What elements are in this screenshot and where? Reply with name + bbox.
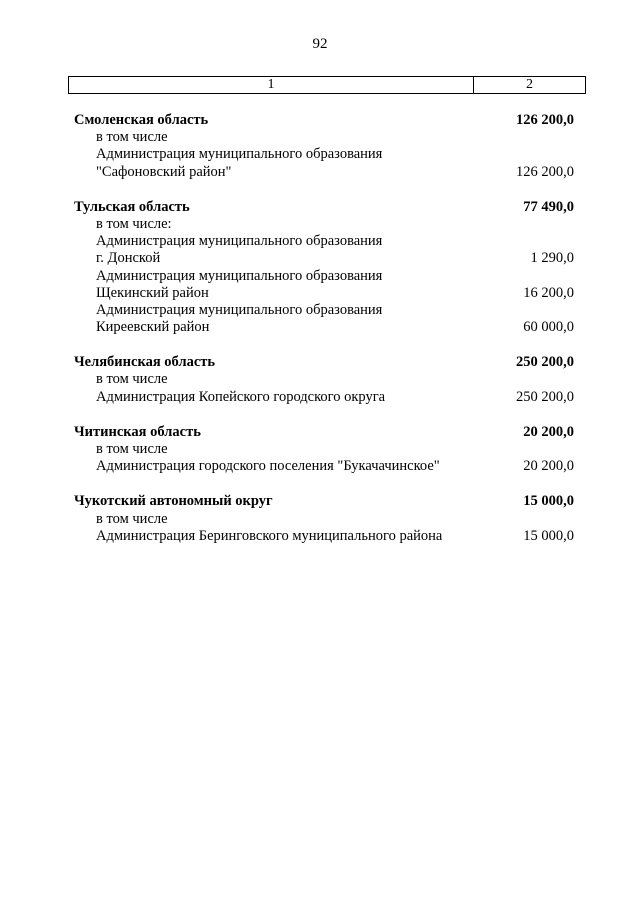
line-text: г. Донской xyxy=(96,250,161,267)
line-row xyxy=(74,233,574,250)
including-label: в том числе xyxy=(96,371,168,388)
including-row xyxy=(74,441,574,458)
line-row xyxy=(74,146,574,163)
line-text: Администрация городского поселения "Букачачинское" xyxy=(96,458,440,475)
region-section xyxy=(74,112,574,181)
region-total: 250 200,0 xyxy=(516,354,574,371)
including-row xyxy=(74,511,574,528)
line-row xyxy=(74,268,574,285)
line-row xyxy=(74,285,574,302)
region-name: Тульская область xyxy=(74,198,190,215)
region-section xyxy=(74,493,574,545)
line-value: 60 000,0 xyxy=(523,319,574,336)
region-section xyxy=(74,354,574,406)
region-row xyxy=(74,112,574,129)
column-header-2: 2 xyxy=(526,77,533,92)
line-row xyxy=(74,528,574,545)
column-header-row xyxy=(68,76,586,94)
line-value: 16 200,0 xyxy=(523,284,574,301)
line-text: Администрация Копейского городского округа xyxy=(96,388,386,405)
page-number: 92 xyxy=(312,36,328,52)
line-text: "Сафоновский район" xyxy=(96,163,232,180)
line-text: Администрация муниципального образования xyxy=(96,233,383,250)
including-label: в том числе xyxy=(96,129,168,146)
including-row xyxy=(74,129,574,146)
line-value: 1 290,0 xyxy=(530,250,574,267)
region-total: 77 490,0 xyxy=(523,198,574,215)
line-row xyxy=(74,164,574,181)
region-total: 126 200,0 xyxy=(516,112,574,128)
line-row xyxy=(74,319,574,336)
line-text: Щекинский район xyxy=(96,284,209,301)
including-row xyxy=(74,216,574,233)
region-name: Читинская область xyxy=(74,423,201,440)
region-section xyxy=(74,199,574,337)
line-row xyxy=(74,250,574,267)
region-name: Чукотский автономный округ xyxy=(74,493,273,510)
line-value: 126 200,0 xyxy=(516,163,574,180)
line-row xyxy=(74,302,574,319)
allocation-table xyxy=(74,112,574,563)
column-header-1: 1 xyxy=(69,77,474,93)
including-row xyxy=(74,371,574,388)
region-total: 20 200,0 xyxy=(523,423,574,440)
region-section xyxy=(74,424,574,476)
line-value: 20 200,0 xyxy=(523,458,574,475)
region-name: Смоленская область xyxy=(74,112,209,128)
region-row xyxy=(74,199,574,216)
line-value: 15 000,0 xyxy=(523,527,574,544)
region-name: Челябинская область xyxy=(74,354,216,371)
line-text: Киреевский район xyxy=(96,319,210,336)
line-row xyxy=(74,458,574,475)
including-label: в том числе xyxy=(96,441,168,457)
line-text: Администрация муниципального образования xyxy=(96,301,383,318)
line-value: 250 200,0 xyxy=(516,388,574,405)
line-row xyxy=(74,389,574,406)
region-row xyxy=(74,424,574,441)
including-label: в том числе: xyxy=(96,215,172,232)
line-text: Администрация муниципального образования xyxy=(96,146,383,163)
region-total: 15 000,0 xyxy=(523,493,574,510)
including-label: в том числе xyxy=(96,510,168,527)
line-text: Администрация муниципального образования xyxy=(96,267,383,284)
line-text: Администрация Беринговского муниципального района xyxy=(96,527,443,544)
region-row xyxy=(74,493,574,510)
region-row xyxy=(74,354,574,371)
